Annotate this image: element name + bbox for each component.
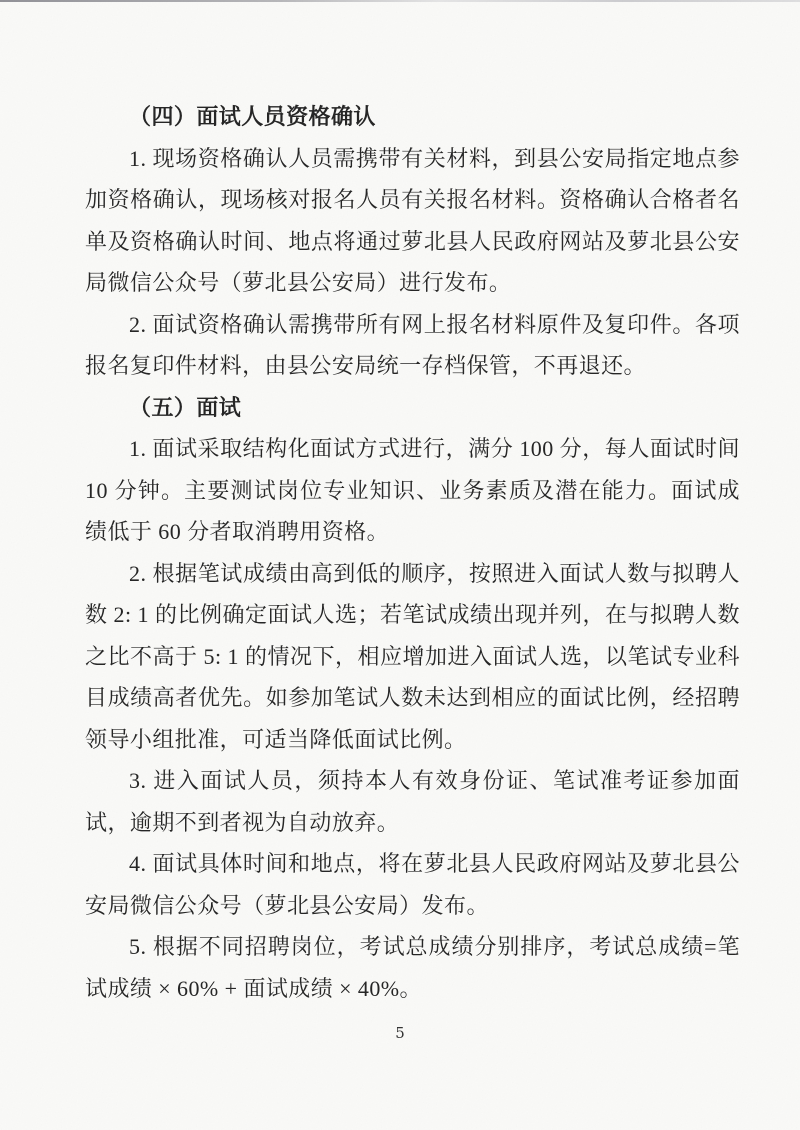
document-content — [85, 96, 740, 1009]
paragraph-interview-3: 3. 进入面试人员，须持本人有效身份证、笔试准考证参加面试，逾期不到者视为自动放弃。 — [85, 768, 740, 835]
paragraph-interview-2: 2. 根据笔试成绩由高到低的顺序，按照进入面试人数与拟聘人数 2: 1 的比例确定面试人选；若笔试成绩出现并列，在与拟聘人数之比不高于 5: 1 的情况下，相应增加进入面试人选，以笔试专业科目成绩高者优先。如参加笔试人数未达到相应的面试比例，经招聘领导小组批准，可适当降低面试比例。 — [85, 560, 740, 752]
paragraph-confirm-1: 1. 现场资格确认人员需携带有关材料，到县公安局指定地点参加资格确认，现场核对报名人员有关报名材料。资格确认合格者名单及资格确认时间、地点将通过萝北县人民政府网站及萝北县公安局微信公众号（萝北县公安局）进行发布。 — [85, 145, 740, 295]
paragraph-interview-4: 4. 面试具体时间和地点，将在萝北县人民政府网站及萝北县公安局微信公众号（萝北县公安局）发布。 — [85, 851, 740, 918]
scan-edge-artifact — [0, 0, 800, 2]
section-heading-5: （五）面试 — [129, 394, 242, 420]
paragraph-confirm-2: 2. 面试资格确认需携带所有网上报名材料原件及复印件。各项报名复印件材料，由县公安局统一存档保管，不再退还。 — [85, 311, 740, 378]
section-heading-4: （四）面试人员资格确认 — [129, 104, 376, 129]
paragraph-interview-1: 1. 面试采取结构化面试方式进行，满分 100 分，每人面试时间 10 分钟。主要测试岗位专业知识、业务素质及潜在能力。面试成绩低于 60 分者取消聘用资格。 — [85, 436, 740, 544]
paragraph-interview-5: 5. 根据不同招聘岗位，考试总成绩分别排序，考试总成绩=笔试成绩 × 60% + 面试成绩 × 40%。 — [85, 934, 740, 1001]
page-number: 5 — [395, 1024, 405, 1042]
